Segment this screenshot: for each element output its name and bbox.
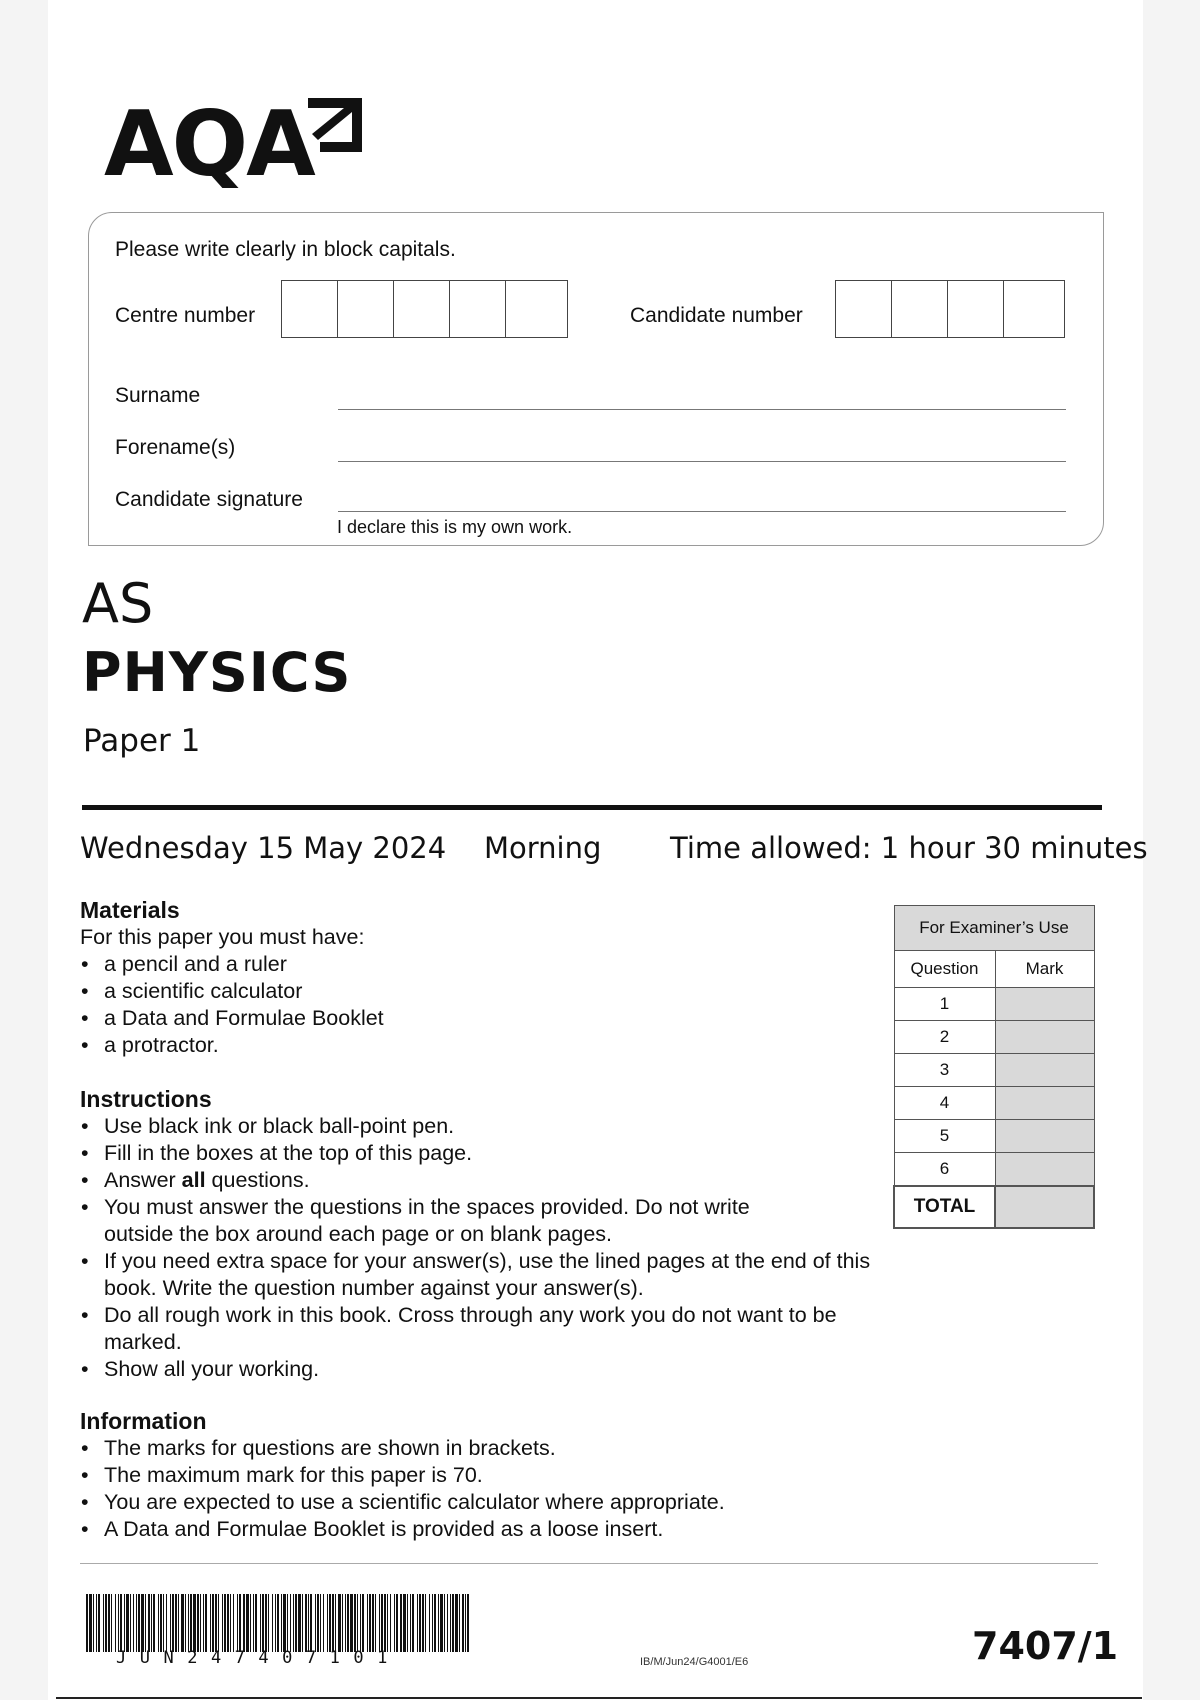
mark-cell[interactable]: [995, 1153, 1094, 1187]
list-item: • Show all your working.: [80, 1356, 880, 1383]
centre-number-digit-box[interactable]: [394, 281, 450, 337]
signature-label: Candidate signature: [115, 488, 303, 511]
list-item-text: questions.: [205, 1168, 310, 1192]
question-number: 2: [894, 1021, 995, 1054]
list-item: • a pencil and a ruler: [80, 951, 880, 978]
information-section: [80, 1407, 880, 1543]
divider: [82, 805, 1102, 810]
list-item: • Fill in the boxes at the top of this page.: [80, 1140, 880, 1167]
centre-number-digit-box[interactable]: [450, 281, 506, 337]
surname-label: Surname: [115, 384, 201, 407]
table-row: [894, 1021, 1094, 1054]
list-item: • The marks for questions are shown in brackets.: [80, 1435, 880, 1462]
total-mark-cell[interactable]: [995, 1186, 1094, 1228]
mark-cell[interactable]: [995, 988, 1094, 1021]
time-allowed: Time allowed: 1 hour 30 minutes: [670, 831, 1148, 865]
subject-title: PHYSICS: [82, 641, 352, 704]
instructions-list: [80, 1113, 880, 1383]
forenames-label: Forename(s): [115, 436, 236, 459]
table-row: [894, 1054, 1094, 1087]
candidate-number-digit-box[interactable]: [948, 281, 1004, 337]
declaration-text: I declare this is my own work.: [337, 517, 573, 537]
information-list: [80, 1435, 880, 1543]
aqa-logo: AQA: [104, 92, 314, 197]
surname-field[interactable]: [338, 409, 1066, 410]
list-item: • a scientific calculator: [80, 978, 880, 1005]
signature-field[interactable]: [338, 511, 1066, 512]
aqa-logo-mark-icon: [308, 98, 362, 152]
footer-divider: [80, 1563, 1098, 1564]
page-bottom-rule: [56, 1697, 1142, 1699]
total-label: TOTAL: [894, 1186, 995, 1228]
materials-section: [80, 896, 880, 1059]
list-item: • You are expected to use a scientific calculator where appropriate.: [80, 1489, 880, 1516]
question-number: 3: [894, 1054, 995, 1087]
question-number: 5: [894, 1120, 995, 1153]
examiner-use-header: For Examiner’s Use: [894, 906, 1094, 951]
barcode-text: JUN247407101: [116, 1648, 401, 1668]
materials-intro: For this paper you must have:: [80, 925, 365, 949]
instructions-heading: Instructions: [80, 1086, 212, 1112]
mark-cell[interactable]: [995, 1087, 1094, 1120]
centre-number-digit-box[interactable]: [506, 281, 562, 337]
list-item: • Use black ink or black ball-point pen.: [80, 1113, 880, 1140]
centre-number-boxes[interactable]: [281, 280, 568, 338]
table-row: [894, 1153, 1094, 1187]
mark-column-header: Mark: [995, 951, 1094, 988]
list-item: • Do all rough work in this book. Cross through any work you do not want to be marked.: [80, 1302, 844, 1356]
candidate-number-boxes[interactable]: [835, 280, 1065, 338]
question-number: 6: [894, 1153, 995, 1187]
candidate-number-digit-box[interactable]: [1004, 281, 1060, 337]
qualification-level: AS: [82, 572, 154, 635]
list-item: [80, 1167, 880, 1194]
table-row: [894, 1087, 1094, 1120]
paper-number: Paper 1: [83, 723, 201, 759]
candidate-number-label: Candidate number: [630, 304, 803, 327]
mark-cell[interactable]: [995, 1021, 1094, 1054]
list-item: • a protractor.: [80, 1032, 880, 1059]
exam-date: Wednesday 15 May 2024: [80, 831, 447, 865]
candidate-number-digit-box[interactable]: [836, 281, 892, 337]
mark-cell[interactable]: [995, 1054, 1094, 1087]
examiner-use-table: [893, 905, 1095, 1229]
instructions-section: [80, 1085, 880, 1383]
list-item: • The maximum mark for this paper is 70.: [80, 1462, 880, 1489]
list-item: • a Data and Formulae Booklet: [80, 1005, 880, 1032]
list-item: • If you need extra space for your answer(s), use the lined pages at the end of this book. Write the question number against your answer(s).: [80, 1248, 894, 1302]
materials-heading: Materials: [80, 897, 180, 923]
paper-code: 7407/1: [972, 1624, 1119, 1668]
emphasis-text: all: [181, 1168, 206, 1192]
list-item-text: Answer: [104, 1168, 182, 1192]
reference-code: IB/M/Jun24/G4001/E6: [640, 1656, 749, 1668]
exam-session: Morning: [484, 831, 602, 865]
mark-cell[interactable]: [995, 1120, 1094, 1153]
table-row: [894, 988, 1094, 1021]
question-column-header: Question: [894, 951, 995, 988]
block-capitals-instruction: Please write clearly in block capitals.: [115, 238, 456, 261]
total-row: [894, 1186, 1094, 1228]
centre-number-digit-box[interactable]: [338, 281, 394, 337]
question-number: 4: [894, 1087, 995, 1120]
materials-list: [80, 951, 880, 1059]
barcode-icon: [86, 1594, 472, 1652]
centre-number-digit-box[interactable]: [282, 281, 338, 337]
candidate-number-digit-box[interactable]: [892, 281, 948, 337]
list-item: • You must answer the questions in the spaces provided. Do not write outside the box around each page or on blank pages.: [80, 1194, 804, 1248]
forenames-field[interactable]: [338, 461, 1066, 462]
centre-number-label: Centre number: [115, 304, 256, 327]
list-item: • A Data and Formulae Booklet is provided as a loose insert.: [80, 1516, 880, 1543]
question-number: 1: [894, 988, 995, 1021]
information-heading: Information: [80, 1408, 207, 1434]
table-row: [894, 1120, 1094, 1153]
